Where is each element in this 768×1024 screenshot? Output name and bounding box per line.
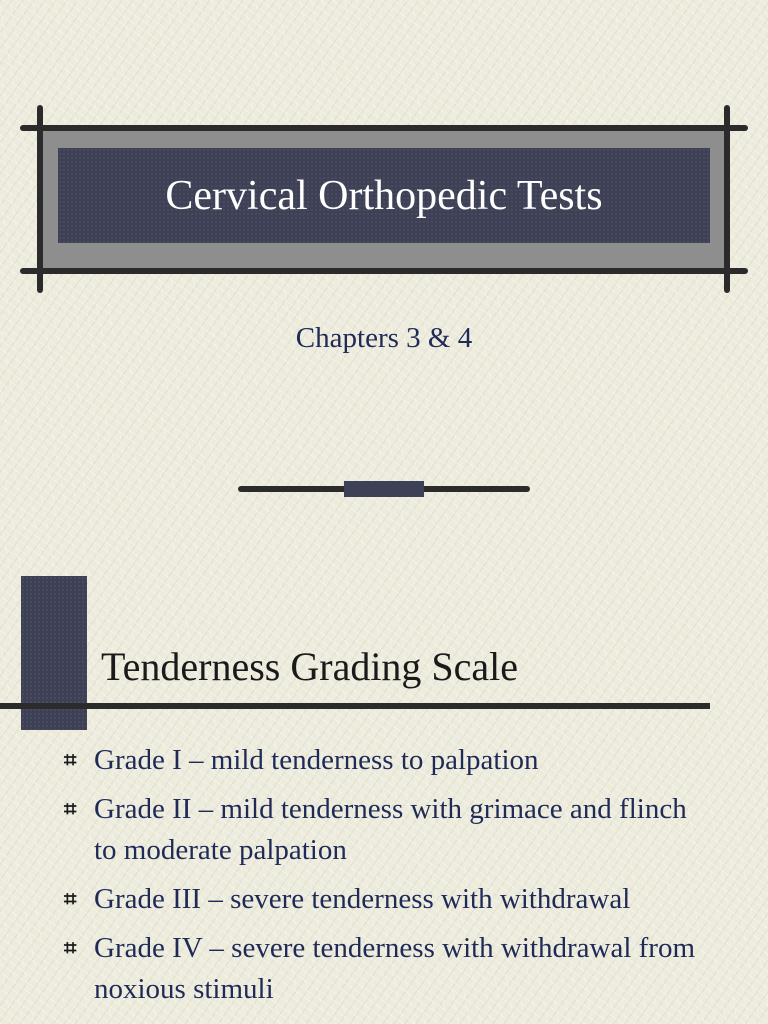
slide-subtitle: Chapters 3 & 4: [295, 322, 473, 354]
hash-bullet-icon: ⌗: [64, 797, 77, 822]
content-slide: [0, 560, 768, 1024]
list-item: [64, 740, 704, 781]
bullet-text: Grade II – mild tenderness with grimace and flinch to moderate palpation: [94, 793, 687, 866]
bullet-list: [64, 740, 704, 1018]
bullet-text: Grade IV – severe tenderness with withdrawal from noxious stimuli: [94, 932, 696, 1005]
list-item: [64, 879, 704, 920]
divider-block: [344, 481, 424, 497]
frame-top-line: [20, 125, 748, 131]
bullet-text: Grade III – severe tenderness with withdrawal: [94, 883, 631, 915]
frame-bottom-line: [20, 268, 748, 274]
heading-rule: [0, 703, 710, 709]
slide-title: Cervical Orthopedic Tests: [165, 172, 603, 219]
list-item: [64, 789, 704, 871]
frame-left-line: [37, 105, 43, 293]
list-item: [64, 928, 704, 1010]
slide-heading: Tenderness Grading Scale: [101, 644, 519, 689]
hash-bullet-icon: ⌗: [64, 887, 77, 912]
bullet-text: Grade I – mild tenderness to palpation: [94, 744, 539, 776]
frame-right-line: [724, 105, 730, 293]
hash-bullet-icon: ⌗: [64, 936, 77, 961]
hash-bullet-icon: ⌗: [64, 748, 77, 773]
